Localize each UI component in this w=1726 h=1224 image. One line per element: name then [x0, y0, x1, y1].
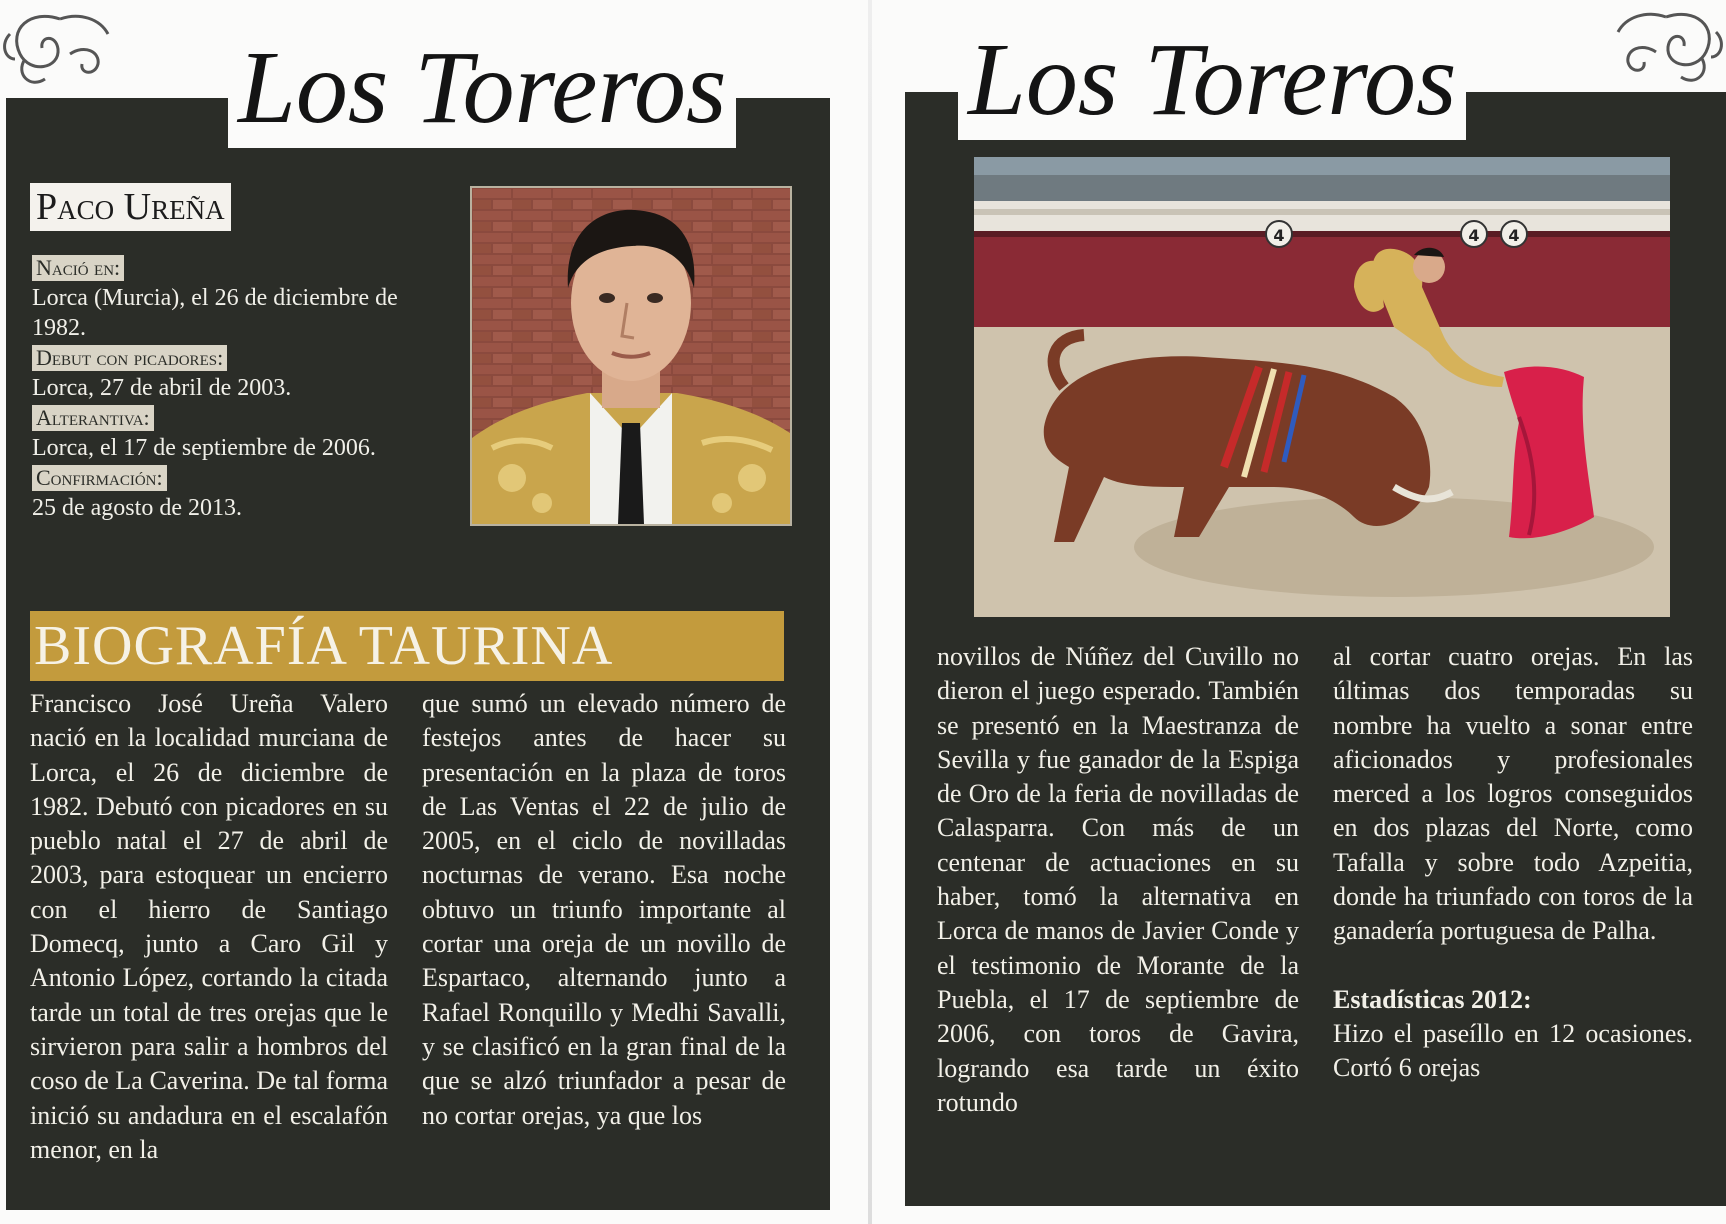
- torero-portrait-photo: [470, 186, 792, 526]
- page-fold: [868, 0, 872, 1224]
- statistics-text: Hizo el paseíllo en 12 ocasiones. Cortó 6 orejas: [1333, 1018, 1693, 1083]
- biography-column-2: que sumó un elevado número de festejos antes de hacer su presentación en la plaza de toros de Las Ventas el 22 de julio de 2005, en el ciclo de novilladas nocturnas de verano. Esa noche obtuvo un triunfo importante al cortar una oreja de un novillo de Espartaco, alternando junto a Rafael Ronquillo y Medhi Savalli, y se clasificó en la gran final de la que se alzó triunfador a pesar de no cortar orejas, ya que los: [422, 689, 786, 1130]
- biography-column-1: Francisco José Ureña Valero nació en la localidad murciana de Lorca, el 26 de diciembre de 1982. Debutó con picadores en su pueblo natal el 27 de abril de 2003, para estoquear un encierro con el hierro de Santiago Domecq, junto a Caro Gil y Antonio López, cortando la citada tarde un total de tres orejas que le sirvieron para salir a hombros del coso de La Caverina. De tal forma inició su andadura en el escalafón menor, en la: [30, 689, 388, 1164]
- fact-value-debut: Lorca, 27 de abril de 2003.: [32, 375, 292, 401]
- ornament-flourish-icon: [1606, 2, 1726, 92]
- barrier-number-2: 4: [1468, 226, 1480, 245]
- bullfight-photo: [974, 157, 1670, 617]
- fact-value-alternativa: Lorca, el 17 de septiembre de 2006.: [32, 435, 376, 461]
- barrier-number-1: 4: [1273, 226, 1285, 245]
- statistics-heading: Estadísticas 2012:: [1333, 984, 1532, 1014]
- fact-label-debut: Debut con picadores:: [32, 345, 227, 371]
- fact-label-birthplace: Nació en:: [32, 255, 124, 281]
- fact-label-confirmacion: Confirmación:: [32, 465, 167, 491]
- page-title: Los Toreros: [228, 28, 736, 148]
- biography-column-4-text: al cortar cuatro orejas. En las últimas dos temporadas su nombre ha vuelto a sonar entre aficionados y profesionales merced a los logros conseguidos en dos plazas del Norte, como Tafalla y sobre todo Azpeitia, donde ha triunfado con toros de la ganadería portuguesa de Palha.: [1333, 642, 1693, 946]
- fact-sheet: [32, 253, 452, 523]
- section-heading: BIOGRAFÍA TAURINA: [30, 611, 784, 681]
- fact-value-birthplace: Lorca (Murcia), el 26 de diciembre de 1982.: [32, 285, 398, 341]
- barrier-number-3: 4: [1508, 226, 1520, 245]
- ornament-flourish-icon: [0, 4, 120, 94]
- fact-label-alternativa: Alterantiva:: [32, 405, 154, 431]
- biography-column-4: [1333, 640, 1693, 1086]
- fact-value-confirmacion: 25 de agosto de 2013.: [32, 495, 242, 521]
- page-title: Los Toreros: [958, 20, 1466, 140]
- torero-name: Paco Ureña: [30, 183, 231, 231]
- biography-column-3: novillos de Núñez del Cuvillo no dieron el juego esperado. También se presentó en la Maestranza de Sevilla y fue ganador de la Espiga de Oro de la feria de novilladas de Calasparra. Con más de un centenar de actuaciones en su haber, tomó la alternativa en Lorca de manos de Javier Conde y el testimonio de Morante de la Puebla, el 17 de septiembre de 2006, con toros de Gavira, logrando esa tarde un éxito rotundo: [937, 642, 1299, 1117]
